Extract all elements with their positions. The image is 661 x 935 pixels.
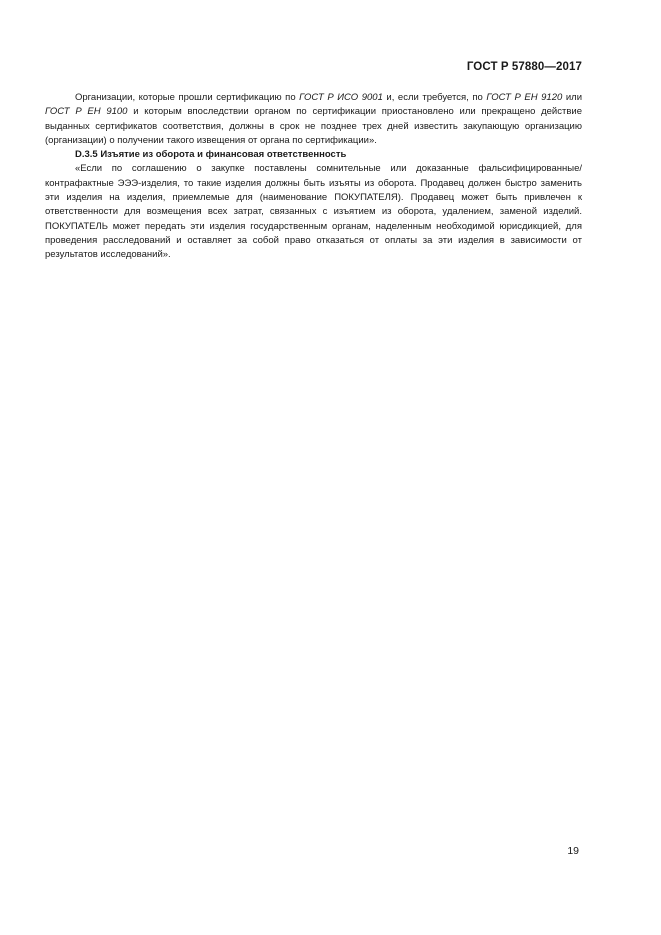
document-body	[45, 91, 582, 263]
paragraph-text: или	[562, 92, 582, 103]
page-number: 19	[567, 845, 579, 857]
paragraph-withdrawal-liability: «Если по соглашению о закупке поставлены сомнительные или доказанные фальсифицированные/контрафактные ЭЭЭ-изделия, то такие изделия должны быть изъяты из оборота. Продавец должен быстро заменить эти изделия на изделия, приемлемые для (наименование ПОКУПАТЕЛЯ). Продавец может быть привлечен к ответственности для возмещения всех затрат, связанных с изъятием из оборота, удалением, заменой изделий. ПОКУПАТЕЛЬ может передать эти изделия государственным органам, наделенным необходимой юрисдикцией, для проведения расследований и оставляет за собой право отказаться от оплаты за эти изделия в зависимости от результатов исследований».	[45, 163, 582, 261]
standard-reference: ГОСТ Р ЕН 9100	[45, 106, 128, 118]
paragraph-text: и, если требуется, по	[382, 92, 487, 103]
section-heading: D.3.5 Изъятие из оборота и финансовая ответственность	[75, 149, 347, 161]
paragraph-text: Организации, которые прошли сертификацию по	[75, 92, 300, 103]
standard-reference: ГОСТ Р ИСО 9001	[299, 92, 383, 103]
paragraph-certification-notice	[45, 91, 582, 148]
paragraph-text: и которым впоследствии органом по сертификации приостановлено или прекращено действие выданных сертификатов соответствия, должны в срок не позднее трех дней известить закупающую организацию (организации) о получении такого извещения от органа по сертификации».	[45, 106, 582, 146]
standard-id-header: ГОСТ Р 57880—2017	[466, 61, 582, 73]
standard-reference: ГОСТ Р ЕН 9120	[486, 92, 563, 103]
